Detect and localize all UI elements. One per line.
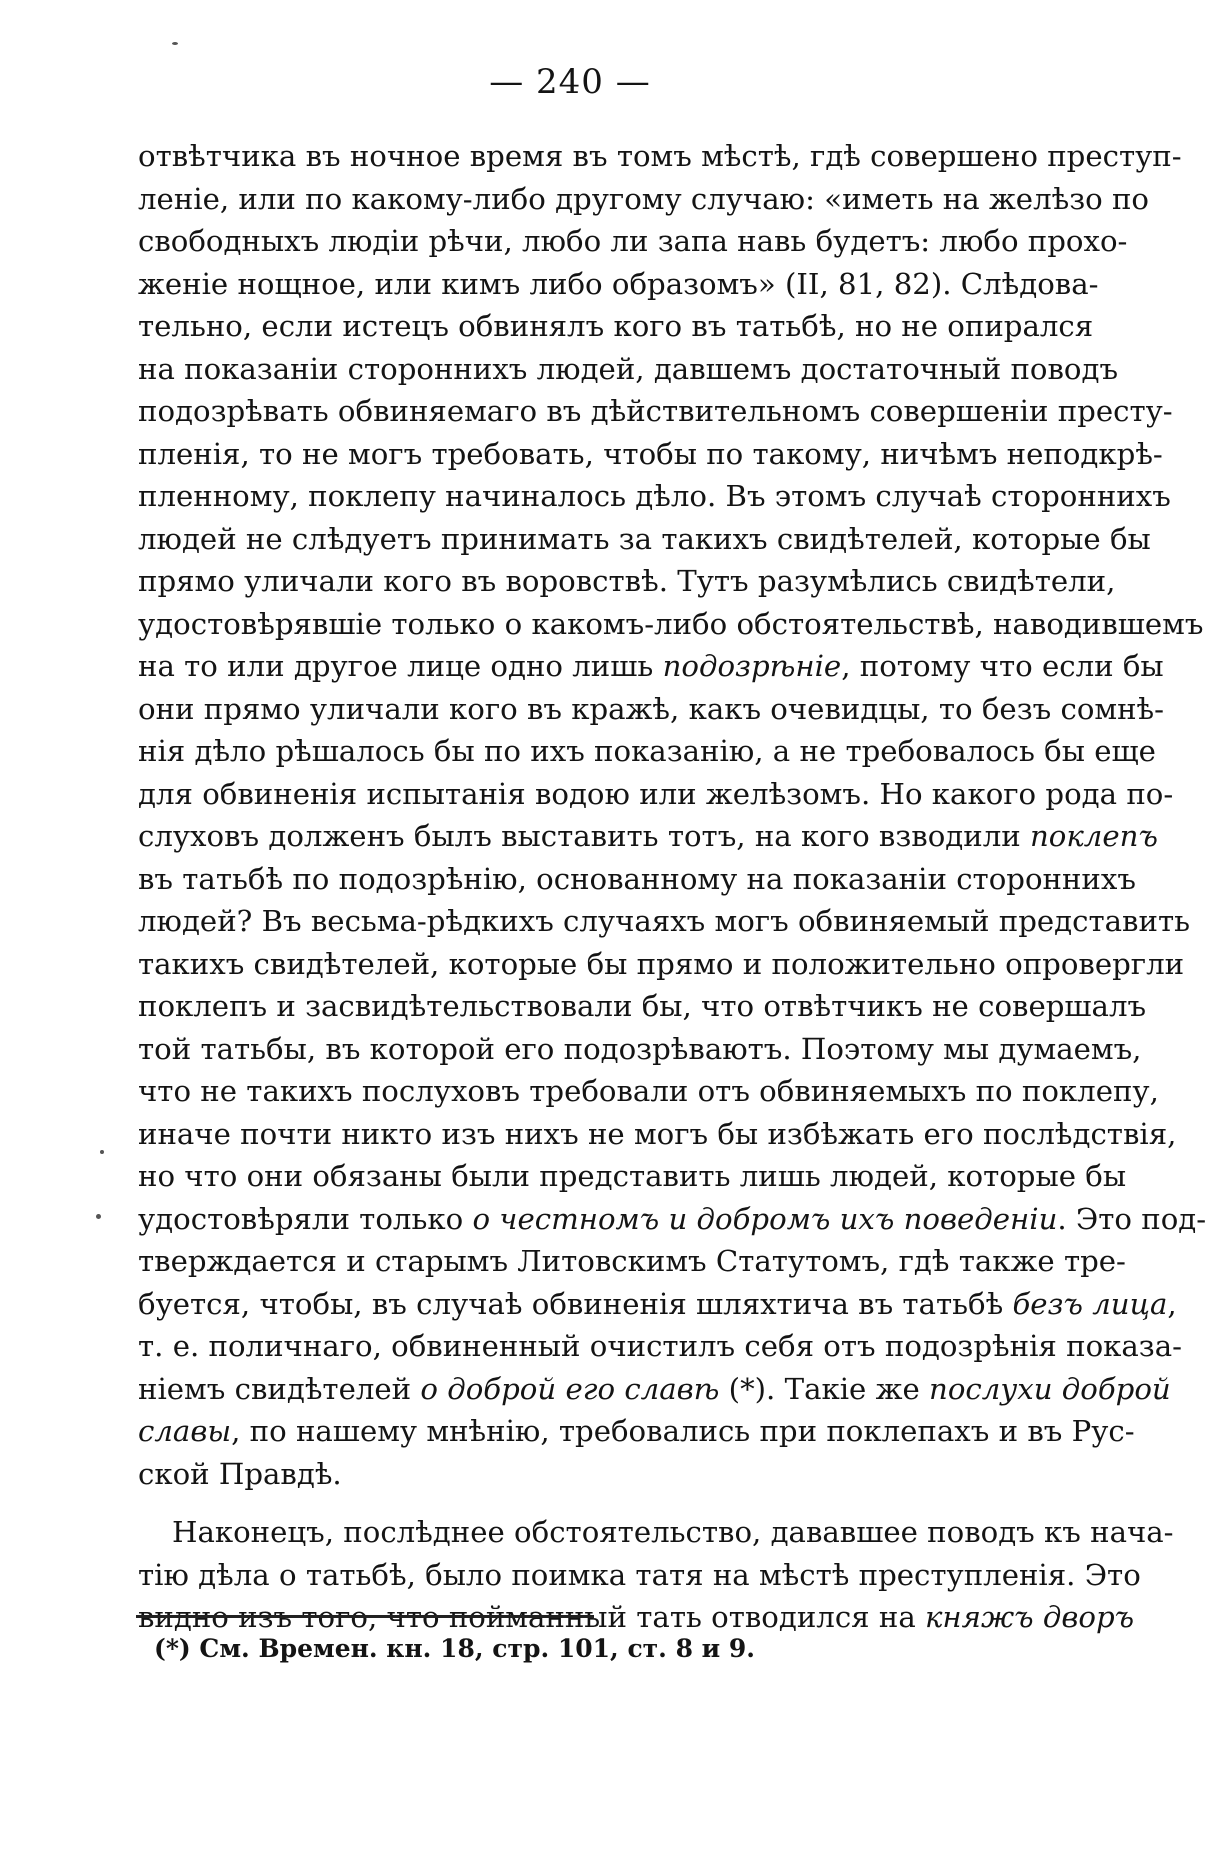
text-line: славы, по нашему мнѣнію, требовались при поклепахъ и въ Рус- [138,1414,1135,1448]
ink-speck [172,42,178,45]
text-line: женіе нощное, или кимъ либо образомъ» (II, 81, 82). Слѣдова- [138,266,1099,301]
text-line: они прямо уличали кого въ кражѣ, какъ очевидцы, то безъ сомнѣ- [138,691,1165,726]
text-line: слуховъ долженъ былъ выставить тотъ, на кого взводили поклепъ [138,819,1158,853]
text-line: пленія, то не могъ требовать, чтобы по такому, ничѣмъ неподкрѣ- [138,436,1163,471]
footnote: (*) См. Времен. кн. 18, стр. 101, ст. 8 и 9. [154,1634,756,1663]
text-line: людей? Въ весьма-рѣдкихъ случаяхъ могъ обвиняемый представить [138,904,1190,938]
page-number: — 240 — [489,62,651,102]
text-line: ніемъ свидѣтелей о доброй его славѣ (*). Такіе же послухи доброй [138,1371,1171,1406]
text-line: но что они обязаны были представить лишь людей, которые бы [138,1159,1127,1193]
text-line: видно изъ того, что пойманный тать отводился на княжъ дворъ [138,1600,1135,1634]
footnote-divider [136,1615,594,1618]
text-line: удостовѣрявшіе только о какомъ-либо обстоятельствѣ, наводившемъ [138,606,1204,641]
text-line: прямо уличали кого въ воровствѣ. Тутъ разумѣлись свидѣтели, [138,564,1116,598]
text-line: буется, чтобы, въ случаѣ обвиненія шляхтича въ татьбѣ безъ лица, [138,1286,1177,1321]
text-line: пленному, поклепу начиналось дѣло. Въ этомъ случаѣ стороннихъ [138,479,1171,513]
text-line: подозрѣвать обвиняемаго въ дѣйствительномъ совершеніи престу- [138,394,1173,428]
text-line: такихъ свидѣтелей, которые бы прямо и положительно опровергли [138,946,1185,981]
text-line: тверждается и старымъ Литовскимъ Статутомъ, гдѣ также тре- [138,1244,1126,1278]
text-line: въ татьбѣ по подозрѣнію, основанному на показаніи стороннихъ [138,861,1136,896]
text-line: удостовѣряли только о честномъ и добромъ ихъ поведеніи. Это под- [138,1201,1206,1236]
text-line: свободныхъ людіи рѣчи, любо ли запа навь будетъ: любо прохо- [138,224,1128,258]
text-line: на то или другое лице одно лишь подозрѣніе, потому что если бы [138,649,1164,683]
text-line: Наконецъ, послѣднее обстоятельство, дававшее поводъ къ нача- [172,1515,1174,1549]
text-line: той татьбы, въ которой его подозрѣваютъ. Поэтому мы думаемъ, [138,1031,1142,1066]
ink-speck [96,1214,101,1219]
body-text [138,135,1206,1639]
text-line: на показаніи стороннихъ людей, давшемъ достаточный поводъ [138,351,1119,386]
paragraph [138,135,1206,1495]
text-line: что не такихъ послуховъ требовали отъ обвиняемыхъ по поклепу, [138,1074,1159,1108]
text-line: тію дѣла о татьбѣ, было поимка татя на мѣстѣ преступленія. Это [138,1557,1141,1592]
text-line: отвѣтчика въ ночное время въ томъ мѣстѣ, гдѣ совершено преступ- [138,139,1182,173]
text-line: леніе, или по какому-либо другому случаю: «иметь на желѣзо по [138,181,1150,216]
text-line: нія дѣло рѣшалось бы по ихъ показанію, а не требовалось бы еще [138,734,1156,768]
text-line: иначе почти никто изъ нихъ не могъ бы избѣжать его послѣдствія, [138,1116,1177,1151]
paragraph [138,1511,1174,1639]
text-line: поклепъ и засвидѣтельствовали бы, что отвѣтчикъ не совершалъ [138,989,1147,1023]
text-line: людей не слѣдуетъ принимать за такихъ свидѣтелей, которые бы [138,521,1151,556]
ink-speck [100,1150,104,1154]
text-line: т. е. поличнаго, обвиненный очистилъ себя отъ подозрѣнія показа- [138,1329,1182,1363]
text-line: для обвиненія испытанія водою или желѣзомъ. Но какого рода по- [138,776,1174,811]
paragraph-gap [138,1495,1058,1511]
text-line: тельно, если истецъ обвинялъ кого въ татьбѣ, но не опирался [138,309,1094,343]
text-line: ской Правдѣ. [138,1456,342,1491]
